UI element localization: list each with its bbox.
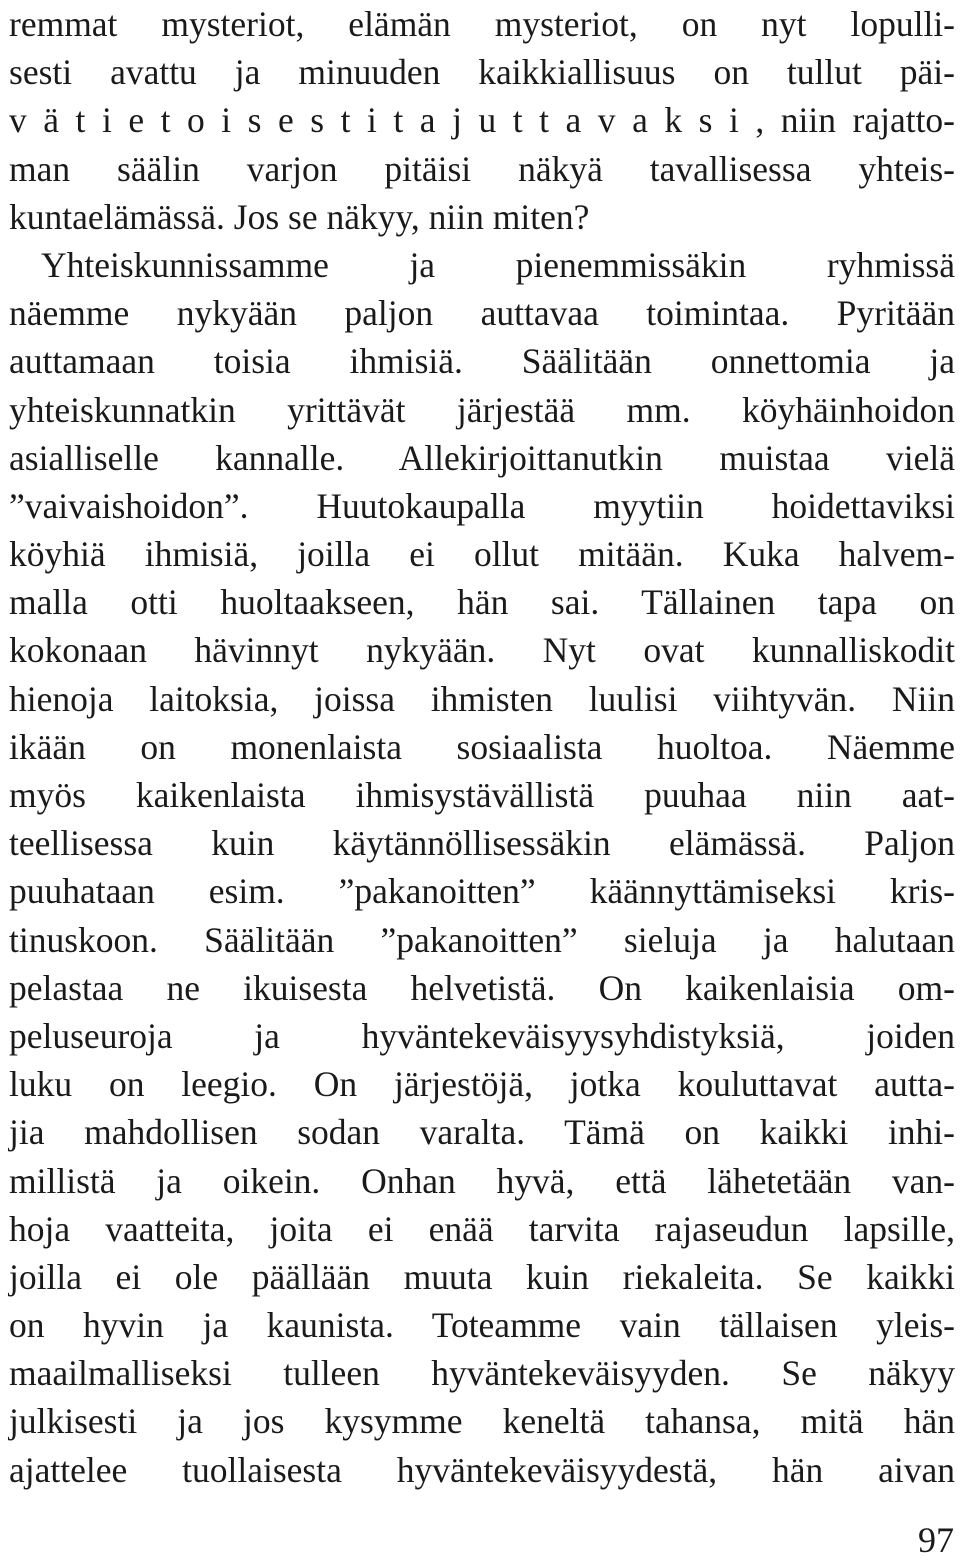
text-line: köyhiä ihmisiä, joilla ei ollut mitään. Kuka halvem- xyxy=(9,534,955,575)
text-line: julkisesti ja jos kysymme keneltä tahansa, mitä hän xyxy=(9,1401,955,1442)
text-line: sesti avattu ja minuuden kaikkiallisuus on tullut päi- xyxy=(9,52,955,93)
text-line: on hyvin ja kaunista. Toteamme vain tällaisen yleis- xyxy=(9,1305,955,1346)
text-line: yhteiskunnatkin yrittävät järjestää mm. köyhäinhoidon xyxy=(9,389,955,430)
text-line: peluseuroja ja hyväntekeväisyysyhdistyksiä, joiden xyxy=(9,1015,955,1056)
text-line: hoja vaatteita, joita ei enää tarvita rajaseudun lapsille, xyxy=(9,1208,955,1249)
text-line: remmat mysteriot, elämän mysteriot, on nyt lopulli- xyxy=(9,4,955,44)
text-line: hienoja laitoksia, joissa ihmisten luulisi viihtyvän. Niin xyxy=(9,678,955,719)
text-line: tinuskoon. Säälitään ”pakanoitten” sieluja ja halutaan xyxy=(9,919,955,960)
text-line: kokonaan hävinnyt nykyään. Nyt ovat kunnalliskodit xyxy=(9,630,955,671)
text-line: auttamaan toisia ihmisiä. Säälitään onnettomia ja xyxy=(9,341,955,382)
text-line: ikään on monenlaista sosiaalista huoltoa. Näemme xyxy=(9,726,955,767)
text-line: ajattelee tuollaisesta hyväntekeväisyydestä, hän aivan xyxy=(9,1449,955,1490)
text-line: puuhataan esim. ”pakanoitten” käännyttämiseksi kris- xyxy=(9,871,955,912)
text-line: man säälin varjon pitäisi näkyä tavallisessa yhteis- xyxy=(9,148,955,189)
page-number: 97 xyxy=(918,1520,954,1560)
body-text xyxy=(9,0,955,1494)
text-line: jia mahdollisen sodan varalta. Tämä on kaikki inhi- xyxy=(9,1112,955,1153)
text-line: asialliselle kannalle. Allekirjoittanutkin muistaa vielä xyxy=(9,437,955,478)
text-line: ”vaivaishoidon”. Huutokaupalla myytiin hoidettaviksi xyxy=(9,485,955,526)
text-line: joilla ei ole päällään muuta kuin riekaleita. Se kaikki xyxy=(9,1256,955,1297)
text-line: pelastaa ne ikuisesta helvetistä. On kaikenlaisia om- xyxy=(9,967,955,1008)
text-line: maailmalliseksi tulleen hyväntekeväisyyden. Se näkyy xyxy=(9,1353,955,1394)
text-line: kuntaelämässä. Jos se näkyy, niin miten? xyxy=(9,196,590,237)
text-line: luku on leegio. On järjestöjä, jotka kouluttavat autta- xyxy=(9,1064,955,1105)
text-line: v ä t i e t o i s e s t i t a j u t t a v a k s i , niin rajatto- xyxy=(9,100,955,141)
text-line: myös kaikenlaista ihmisystävällistä puuhaa niin aat- xyxy=(9,775,955,815)
text-line: teellisessa kuin käytännöllisessäkin elämässä. Paljon xyxy=(9,823,955,864)
text-line: näemme nykyään paljon auttavaa toimintaa. Pyritään xyxy=(9,293,955,334)
text-line: Yhteiskunnissamme ja pienemmissäkin ryhmissä xyxy=(41,244,955,285)
text-line: malla otti huoltaakseen, hän sai. Tällainen tapa on xyxy=(9,582,955,623)
text-line: millistä ja oikein. Onhan hyvä, että lähetetään van- xyxy=(9,1160,955,1201)
